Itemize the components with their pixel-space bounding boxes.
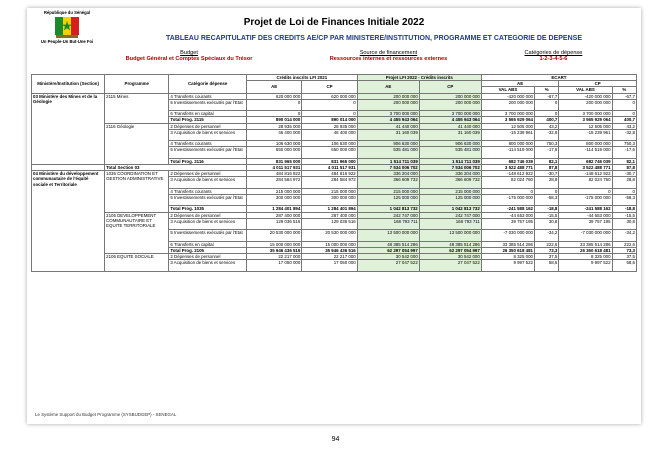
value-cell: 26 350 618 481: [481, 247, 534, 253]
value-cell: 62 297 054 997: [419, 247, 481, 253]
value-cell: 200 000 000: [357, 99, 419, 110]
value-cell: 30 542 000: [357, 253, 419, 259]
category-cell: 5 Investissements exécutés par l'Etat: [169, 230, 247, 241]
value-cell: 82,1: [535, 158, 559, 164]
value-cell: -175 000 000: [481, 195, 534, 206]
value-cell: 906 630 000: [419, 141, 481, 147]
value-cell: 58,6: [535, 260, 559, 271]
programme-cell: 2116 Géologie: [105, 123, 169, 164]
value-cell: 39 757 195: [559, 218, 612, 229]
value-cell: 168 793 711: [419, 218, 481, 229]
criteria-budget-label: Budget: [180, 50, 198, 56]
value-cell: 3 522 488 771: [481, 165, 534, 171]
programme-cell: 2115 Mines: [105, 93, 169, 123]
value-cell: -44 653 000: [481, 212, 534, 218]
value-cell: 9 997 522: [481, 260, 534, 271]
value-cell: 620 000 000: [246, 93, 301, 99]
category-cell: Total Prog. 2105: [169, 247, 247, 253]
value-cell: 41 440 000: [419, 123, 481, 129]
col-header-ecart-cp-valabs: VAL ABS: [559, 87, 612, 93]
value-cell: 82 024 760: [559, 177, 612, 188]
value-cell: 287 400 000: [302, 212, 357, 218]
value-cell: 1 042 813 732: [357, 206, 419, 212]
category-cell: 4 Transferts courants: [169, 141, 247, 147]
value-cell: 46 400 000: [246, 129, 301, 140]
value-cell: 336 204 000: [357, 171, 419, 177]
value-cell: 200 000 000: [419, 93, 481, 99]
value-cell: 336 204 000: [419, 171, 481, 177]
value-cell: 0: [559, 188, 612, 194]
value-cell: 27 047 522: [419, 260, 481, 271]
value-cell: 4 455 943 064: [419, 117, 481, 123]
col-header-lfi2022-ae: AE: [357, 81, 419, 93]
value-cell: 46 400 000: [302, 129, 357, 140]
col-header-ecart-ae-pct: %: [535, 87, 559, 93]
col-header-categorie: Catégorie dépense: [169, 75, 247, 94]
value-cell: 22 217 000: [302, 253, 357, 259]
criteria-source-label: Source de financement: [359, 50, 418, 56]
value-cell: 0: [302, 99, 357, 110]
value-cell: 20 530 000 000: [246, 230, 301, 241]
value-cell: 200 000 000: [481, 99, 534, 110]
category-cell: 5 Investissements exécutés par l'Etat: [169, 147, 247, 158]
value-cell: 129 036 516: [246, 218, 301, 229]
table-body: [32, 93, 637, 271]
value-cell: -114 519 000: [559, 147, 612, 158]
value-cell: 890 014 000: [246, 117, 301, 123]
value-cell: 17 050 000: [246, 260, 301, 271]
value-cell: 82 024 760: [481, 177, 534, 188]
value-cell: 1 514 711 039: [419, 158, 481, 164]
value-cell: 48 385 514 286: [357, 241, 419, 247]
value-cell: 17 050 000: [302, 260, 357, 271]
value-cell: 4 455 943 064: [357, 117, 419, 123]
value-cell: 0: [612, 188, 636, 194]
value-cell: 0: [246, 99, 301, 110]
category-cell: 6 Transferts en capital: [169, 241, 247, 247]
value-cell: 62 297 054 997: [357, 247, 419, 253]
value-cell: 3 565 929 064: [481, 117, 534, 123]
criteria-bar: [27, 50, 641, 62]
value-cell: 0: [535, 111, 559, 117]
value-cell: 0: [612, 99, 636, 110]
value-cell: -58,3: [612, 195, 636, 206]
value-cell: -175 000 000: [559, 195, 612, 206]
col-header-ecart-cp-pct: %: [612, 87, 636, 93]
value-cell: 12 505 000: [559, 123, 612, 129]
programme-cell: 1035 COORDINATION ET GESTION ADMINISTRATIVE: [105, 171, 169, 212]
category-cell: Total Prog. 2116: [169, 158, 247, 164]
value-cell: 15 000 000 000: [302, 241, 357, 247]
value-cell: 484 816 922: [246, 171, 301, 177]
value-cell: 535 481 000: [419, 147, 481, 158]
value-cell: 620 000 000: [302, 93, 357, 99]
col-header-ecart-ae-valabs: VAL ABS: [481, 87, 534, 93]
value-cell: 287 400 000: [246, 212, 301, 218]
value-cell: 27 047 522: [357, 260, 419, 271]
criteria-categories-label: Catégories de dépense: [524, 50, 583, 56]
section-total-label: Total Section 03: [105, 165, 247, 171]
value-cell: 13 500 000 000: [357, 230, 419, 241]
value-cell: 87,8: [535, 165, 559, 171]
value-cell: -30,7: [612, 171, 636, 177]
value-cell: 222,6: [535, 241, 559, 247]
value-cell: -15,5: [612, 212, 636, 218]
value-cell: 1 042 813 732: [419, 206, 481, 212]
value-cell: 31 160 039: [419, 129, 481, 140]
value-cell: 906 630 000: [357, 141, 419, 147]
criteria-budget: [126, 50, 253, 62]
category-cell: 6 Transferts en capital: [169, 111, 247, 117]
value-cell: 3 700 000 000: [481, 111, 534, 117]
value-cell: 37,5: [535, 253, 559, 259]
col-header-programme: Programme: [105, 75, 169, 94]
criteria-source-value: Ressources internes et ressources externes: [329, 56, 448, 62]
value-cell: 1 284 401 894: [302, 206, 357, 212]
value-cell: 200 000 000: [357, 93, 419, 99]
programme-cell: 2105 DEVELOPPEMENT COMMUNAUTAIRE ET EQUITE TERRITORIALE: [105, 212, 169, 253]
value-cell: -44 653 000: [559, 212, 612, 218]
value-cell: 41 440 000: [357, 123, 419, 129]
category-cell: Total Prog. 2115: [169, 117, 247, 123]
footer-source: Le Système Support du Budget Programme (SYSBUDGEP) - SENEGAL: [35, 412, 177, 417]
category-cell: 3 Acquisition de biens et services: [169, 260, 247, 271]
value-cell: 400,7: [535, 117, 559, 123]
value-cell: -17,6: [535, 147, 559, 158]
value-cell: 48 385 514 286: [419, 241, 481, 247]
value-cell: 366 609 732: [357, 177, 419, 188]
criteria-budget-value: Budget Général et Comptes Spéciaux du Trésor: [125, 56, 253, 62]
col-header-ecart-ae: AE: [481, 81, 559, 87]
value-cell: 284 584 972: [302, 177, 357, 188]
value-cell: 215 000 000: [246, 188, 301, 194]
value-cell: 35 946 436 516: [302, 247, 357, 253]
value-cell: 125 000 000: [357, 195, 419, 206]
value-cell: -241 588 162: [559, 206, 612, 212]
page-number: 94: [331, 436, 340, 443]
criteria-source: [330, 50, 448, 62]
value-cell: 200 000 000: [419, 99, 481, 110]
value-cell: 3 700 000 000: [559, 111, 612, 117]
value-cell: -7 030 000 000: [559, 230, 612, 241]
value-cell: 58,6: [612, 260, 636, 271]
value-cell: -17,6: [612, 147, 636, 158]
value-cell: 831 965 000: [302, 158, 357, 164]
value-cell: 215 000 000: [302, 188, 357, 194]
document-page: [27, 8, 641, 424]
value-cell: 73,3: [535, 247, 559, 253]
category-cell: 3 Acquisition de biens et services: [169, 218, 247, 229]
value-cell: 9 997 522: [559, 260, 612, 271]
col-header-lfi2022-cp: CP: [419, 81, 481, 93]
value-cell: 0: [535, 188, 559, 194]
value-cell: 7 534 006 702: [357, 165, 419, 171]
col-header-ecart-cp: CP: [559, 81, 637, 87]
coat-of-arms: [31, 10, 103, 46]
document-subtitle: TABLEAU RECAPITULATIF DES CREDITS AE/CP PAR MINISTERE/INSTITUTION, PROGRAMME ET CATEGORIE DE DEPENSE: [165, 35, 582, 42]
value-cell: 222,6: [612, 241, 636, 247]
value-cell: 28 935 000: [302, 123, 357, 129]
value-cell: 168 793 711: [357, 218, 419, 229]
criteria-categories: [525, 50, 583, 62]
col-header-ecart: ECART: [481, 75, 636, 81]
programme-cell: 2106 EQUITE SOCIALE: [105, 253, 169, 271]
category-cell: 3 Acquisition de biens et services: [169, 177, 247, 188]
value-cell: 682 746 039: [559, 158, 612, 164]
value-cell: 7 534 006 702: [419, 165, 481, 171]
value-cell: 535 481 000: [357, 147, 419, 158]
value-cell: -148 612 922: [481, 171, 534, 177]
value-cell: 242 747 000: [419, 212, 481, 218]
value-cell: 890 014 000: [302, 117, 357, 123]
category-cell: 4 Transferts courants: [169, 93, 247, 99]
col-header-lfi2021: Crédits inscrits LFI 2021: [246, 75, 357, 81]
value-cell: -15,5: [535, 212, 559, 218]
credits-table: [31, 74, 637, 272]
value-cell: 800 000 000: [559, 141, 612, 147]
national-motto: Un Peuple-Un But-Une Foi: [40, 39, 94, 44]
category-cell: Total Prog. 1035: [169, 206, 247, 212]
value-cell: -241 588 162: [481, 206, 534, 212]
category-cell: 2 Dépenses de personnel: [169, 171, 247, 177]
value-cell: 1 284 401 894: [246, 206, 301, 212]
value-cell: 0: [246, 111, 301, 117]
value-cell: 4 011 517 931: [302, 165, 357, 171]
col-header-lfi2022: Projet LFI 2022 - Crédits inscrits: [357, 75, 481, 81]
value-cell: 22 217 000: [246, 253, 301, 259]
value-cell: 43,2: [535, 123, 559, 129]
value-cell: -15 239 961: [481, 129, 534, 140]
value-cell: -148 612 922: [559, 171, 612, 177]
value-cell: 800 000 000: [481, 141, 534, 147]
value-cell: -18,8: [535, 206, 559, 212]
value-cell: 215 000 000: [419, 188, 481, 194]
page-header: [27, 8, 641, 48]
category-cell: 5 Investissements exécutés par l'Etat: [169, 99, 247, 110]
value-cell: 200 000 000: [559, 99, 612, 110]
value-cell: -7 030 000 000: [481, 230, 534, 241]
value-cell: 242 747 000: [357, 212, 419, 218]
value-cell: 682 746 039: [481, 158, 534, 164]
value-cell: 400,7: [612, 117, 636, 123]
value-cell: 30 542 000: [419, 253, 481, 259]
value-cell: -420 000 000: [481, 93, 534, 99]
value-cell: 37,5: [612, 253, 636, 259]
value-cell: 33 385 514 286: [559, 241, 612, 247]
col-header-lfi2021-ae: AE: [246, 81, 301, 93]
value-cell: 87,8: [612, 165, 636, 171]
value-cell: 39 757 195: [481, 218, 534, 229]
value-cell: 106 630 000: [302, 141, 357, 147]
value-cell: 8 325 000: [481, 253, 534, 259]
value-cell: 0: [481, 188, 534, 194]
document-title: Projet de Loi de Finances Initiale 2022: [243, 17, 425, 28]
value-cell: -114 519 000: [481, 147, 534, 158]
section-cell: 04 Ministère du développement communautaire de l'équité sociale et Territoriale: [32, 171, 105, 271]
value-cell: 3 700 000 000: [419, 111, 481, 117]
value-cell: 300 000 000: [302, 195, 357, 206]
value-cell: 3 565 929 064: [559, 117, 612, 123]
value-cell: 650 000 000: [302, 147, 357, 158]
value-cell: 750,3: [535, 141, 559, 147]
value-cell: 35 946 436 516: [246, 247, 301, 253]
category-cell: 5 Investissements exécutés par l'Etat: [169, 195, 247, 206]
value-cell: 33 385 514 286: [481, 241, 534, 247]
value-cell: 13 500 000 000: [419, 230, 481, 241]
value-cell: 8 325 000: [559, 253, 612, 259]
value-cell: 831 965 000: [246, 158, 301, 164]
value-cell: -30,7: [535, 171, 559, 177]
section-cell: 03 Ministère des Mines et de la Géologie: [32, 93, 105, 164]
value-cell: 28,8: [612, 177, 636, 188]
value-cell: 484 816 922: [302, 171, 357, 177]
value-cell: 15 000 000 000: [246, 241, 301, 247]
value-cell: 30,8: [535, 218, 559, 229]
value-cell: 0: [302, 111, 357, 117]
value-cell: -34,2: [612, 230, 636, 241]
value-cell: -58,3: [535, 195, 559, 206]
value-cell: 20 530 000 000: [302, 230, 357, 241]
value-cell: 1 514 711 039: [357, 158, 419, 164]
country-name: République du Sénégal: [43, 10, 91, 15]
value-cell: -32,8: [612, 129, 636, 140]
value-cell: -18,8: [612, 206, 636, 212]
value-cell: 73,3: [612, 247, 636, 253]
value-cell: -420 000 000: [559, 93, 612, 99]
category-cell: 3 Acquisition de biens et services: [169, 129, 247, 140]
value-cell: 750,3: [612, 141, 636, 147]
value-cell: 82,1: [612, 158, 636, 164]
value-cell: -32,8: [535, 129, 559, 140]
value-cell: 4 011 517 931: [246, 165, 301, 171]
value-cell: 366 609 732: [419, 177, 481, 188]
value-cell: 215 000 000: [357, 188, 419, 194]
value-cell: 125 000 000: [419, 195, 481, 206]
value-cell: 28 935 000: [246, 123, 301, 129]
value-cell: 129 036 516: [302, 218, 357, 229]
col-header-lfi2021-cp: CP: [302, 81, 357, 93]
value-cell: 30,8: [612, 218, 636, 229]
category-cell: 2 Dépenses de personnel: [169, 253, 247, 259]
category-cell: 4 Transferts courants: [169, 188, 247, 194]
value-cell: -34,2: [535, 230, 559, 241]
value-cell: -15 239 961: [559, 129, 612, 140]
value-cell: 300 000 000: [246, 195, 301, 206]
value-cell: 26 350 618 481: [559, 247, 612, 253]
criteria-categories-value: 1-2-3-4-5-6: [539, 56, 568, 62]
value-cell: 28,8: [535, 177, 559, 188]
value-cell: 43,2: [612, 123, 636, 129]
value-cell: -67,7: [612, 93, 636, 99]
value-cell: 31 160 039: [357, 129, 419, 140]
value-cell: 0: [612, 111, 636, 117]
value-cell: 650 000 000: [246, 147, 301, 158]
value-cell: 106 630 000: [246, 141, 301, 147]
category-cell: 2 Dépenses de personnel: [169, 123, 247, 129]
value-cell: 12 505 000: [481, 123, 534, 129]
value-cell: 3 522 488 771: [559, 165, 612, 171]
value-cell: 284 584 972: [246, 177, 301, 188]
value-cell: -67,7: [535, 93, 559, 99]
col-header-ministere: Ministère/Institution (Section): [32, 75, 105, 94]
value-cell: 3 700 000 000: [357, 111, 419, 117]
category-cell: 2 Dépenses de personnel: [169, 212, 247, 218]
value-cell: 0: [535, 99, 559, 110]
